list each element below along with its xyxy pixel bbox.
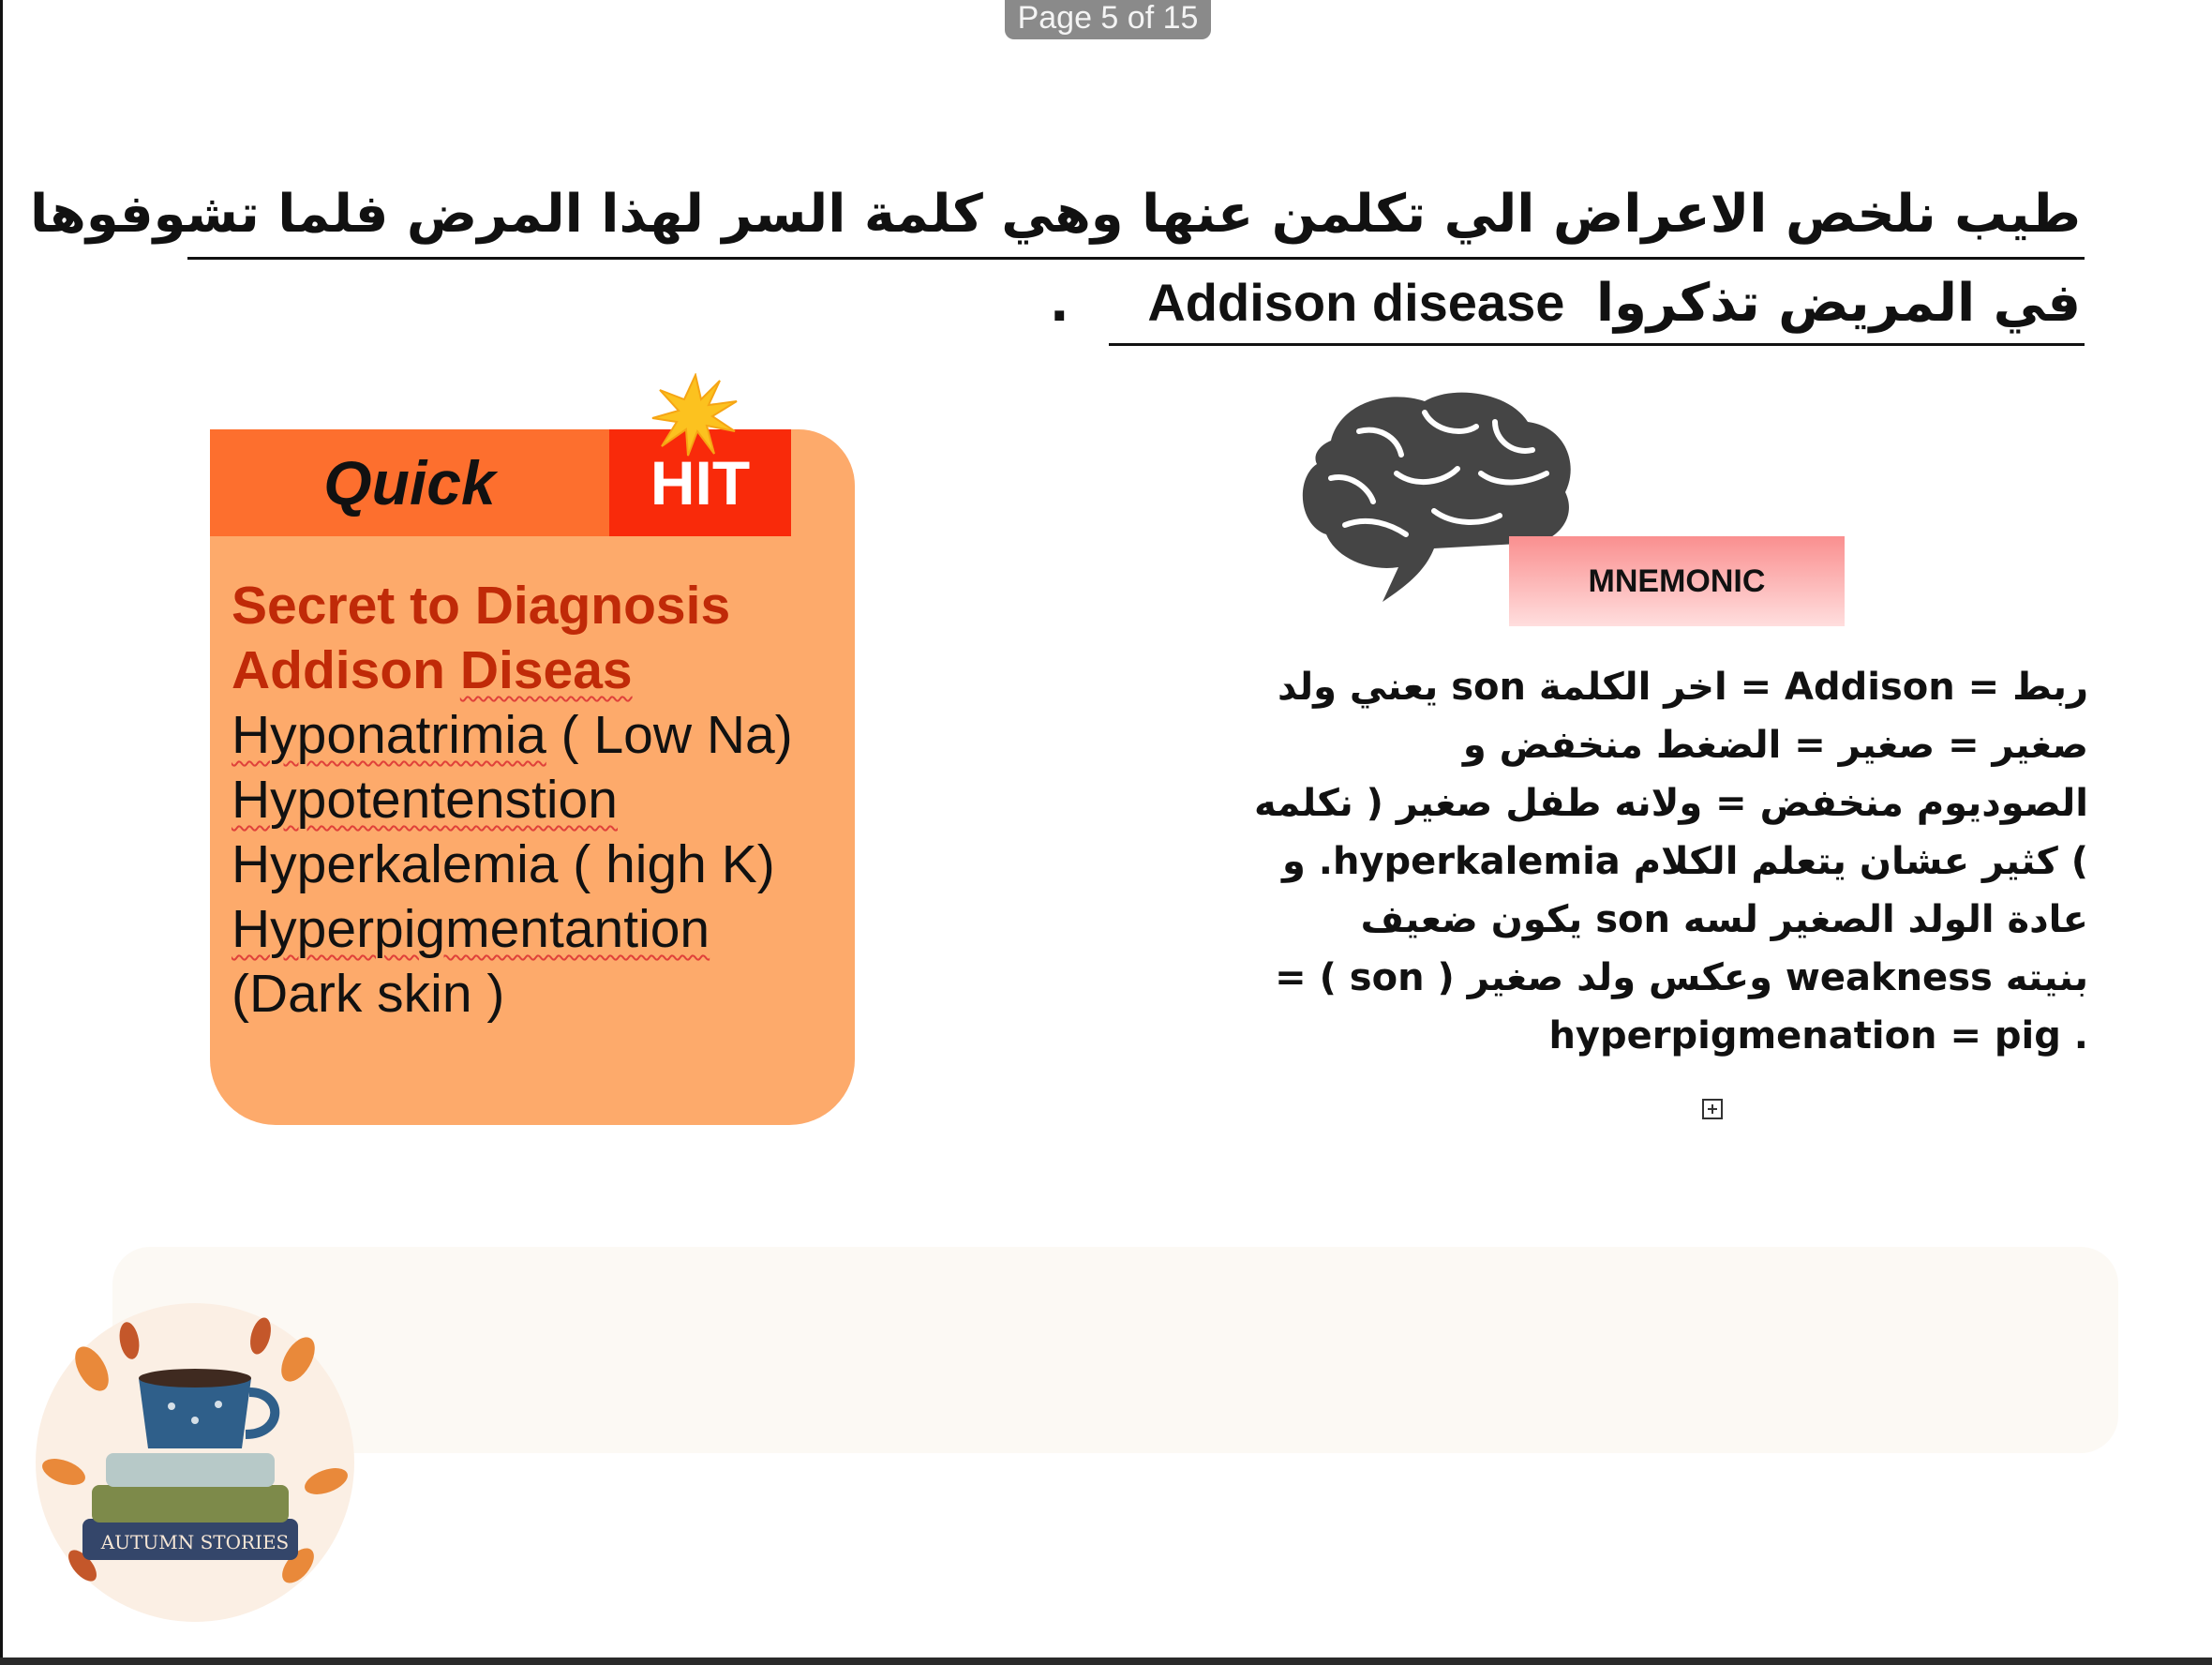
mnemonic-line: . hyperpigmenation = pig bbox=[1548, 1014, 2088, 1058]
title-word-addison: Addison bbox=[232, 640, 460, 700]
autumn-stories-illustration bbox=[17, 1284, 373, 1641]
heading-line-2-english: Addison disease bbox=[1147, 273, 1565, 332]
symptom-item: Hypotentenstion bbox=[232, 770, 618, 830]
title-word-diseas: Diseas bbox=[459, 640, 633, 700]
object-anchor-icon[interactable] bbox=[1702, 1099, 1723, 1119]
quick-label: Quick bbox=[323, 448, 496, 518]
mnemonic-line: عادة الولد الصغير لسه son يكون ضعيف bbox=[1360, 898, 2088, 941]
quick-hit-title-1: Secret to Diagnosis bbox=[232, 576, 731, 636]
heading-line-2 bbox=[1049, 266, 2081, 340]
svg-text:AUTUMN STORIES: AUTUMN STORIES bbox=[100, 1531, 290, 1553]
quick-hit-title-2 bbox=[232, 638, 850, 703]
heading-line-1: طيب نلخص الاعراض الي تكلمن عنها وهي كلمة السر لهذا المرض فلما تشوفوها bbox=[30, 184, 2081, 245]
heading-underline-2 bbox=[1109, 343, 2085, 346]
page-indicator: Page 5 of 15 bbox=[1005, 0, 1211, 39]
window-bottom-border bbox=[0, 1658, 2212, 1665]
symptom-item: (Dark skin ) bbox=[232, 964, 505, 1024]
symptom-item: Hyperkalemia ( high K) bbox=[232, 834, 775, 894]
quick-hit-content bbox=[232, 574, 850, 1027]
heading-underline-1 bbox=[187, 257, 2085, 260]
hit-label: HIT bbox=[650, 448, 751, 518]
symptom-item: Hyperpigmentantion bbox=[232, 899, 710, 959]
heading-line-2-period: . bbox=[1049, 273, 1069, 334]
starburst-icon bbox=[650, 373, 740, 458]
mnemonic-line: الصوديوم منخفض = ولانه طفل صغير ( نكلمه bbox=[1254, 782, 2088, 825]
mnemonic-text bbox=[1254, 658, 2088, 1065]
mnemonic-line: بنيته weakness وعكس ولد صغير ( son ) = bbox=[1275, 956, 2088, 999]
symptom-item: Hyponatrimia ( Low Na) bbox=[232, 705, 793, 765]
window-left-border bbox=[0, 0, 3, 1665]
mnemonic-line: ) كثير عشان يتعلم الكلام hyperkalemia. و bbox=[1281, 840, 2088, 883]
mnemonic-line: صغير = صغير = الضغط منخفض و bbox=[1462, 724, 2088, 767]
mnemonic-label: MNEMONIC bbox=[1509, 536, 1845, 626]
footer-background bbox=[112, 1247, 2118, 1453]
heading-line-2-arabic: في المريض تذكروا bbox=[1595, 273, 2081, 334]
mnemonic-line: ربط = Addison = اخر الكلمة son يعني ولد bbox=[1278, 666, 2088, 709]
